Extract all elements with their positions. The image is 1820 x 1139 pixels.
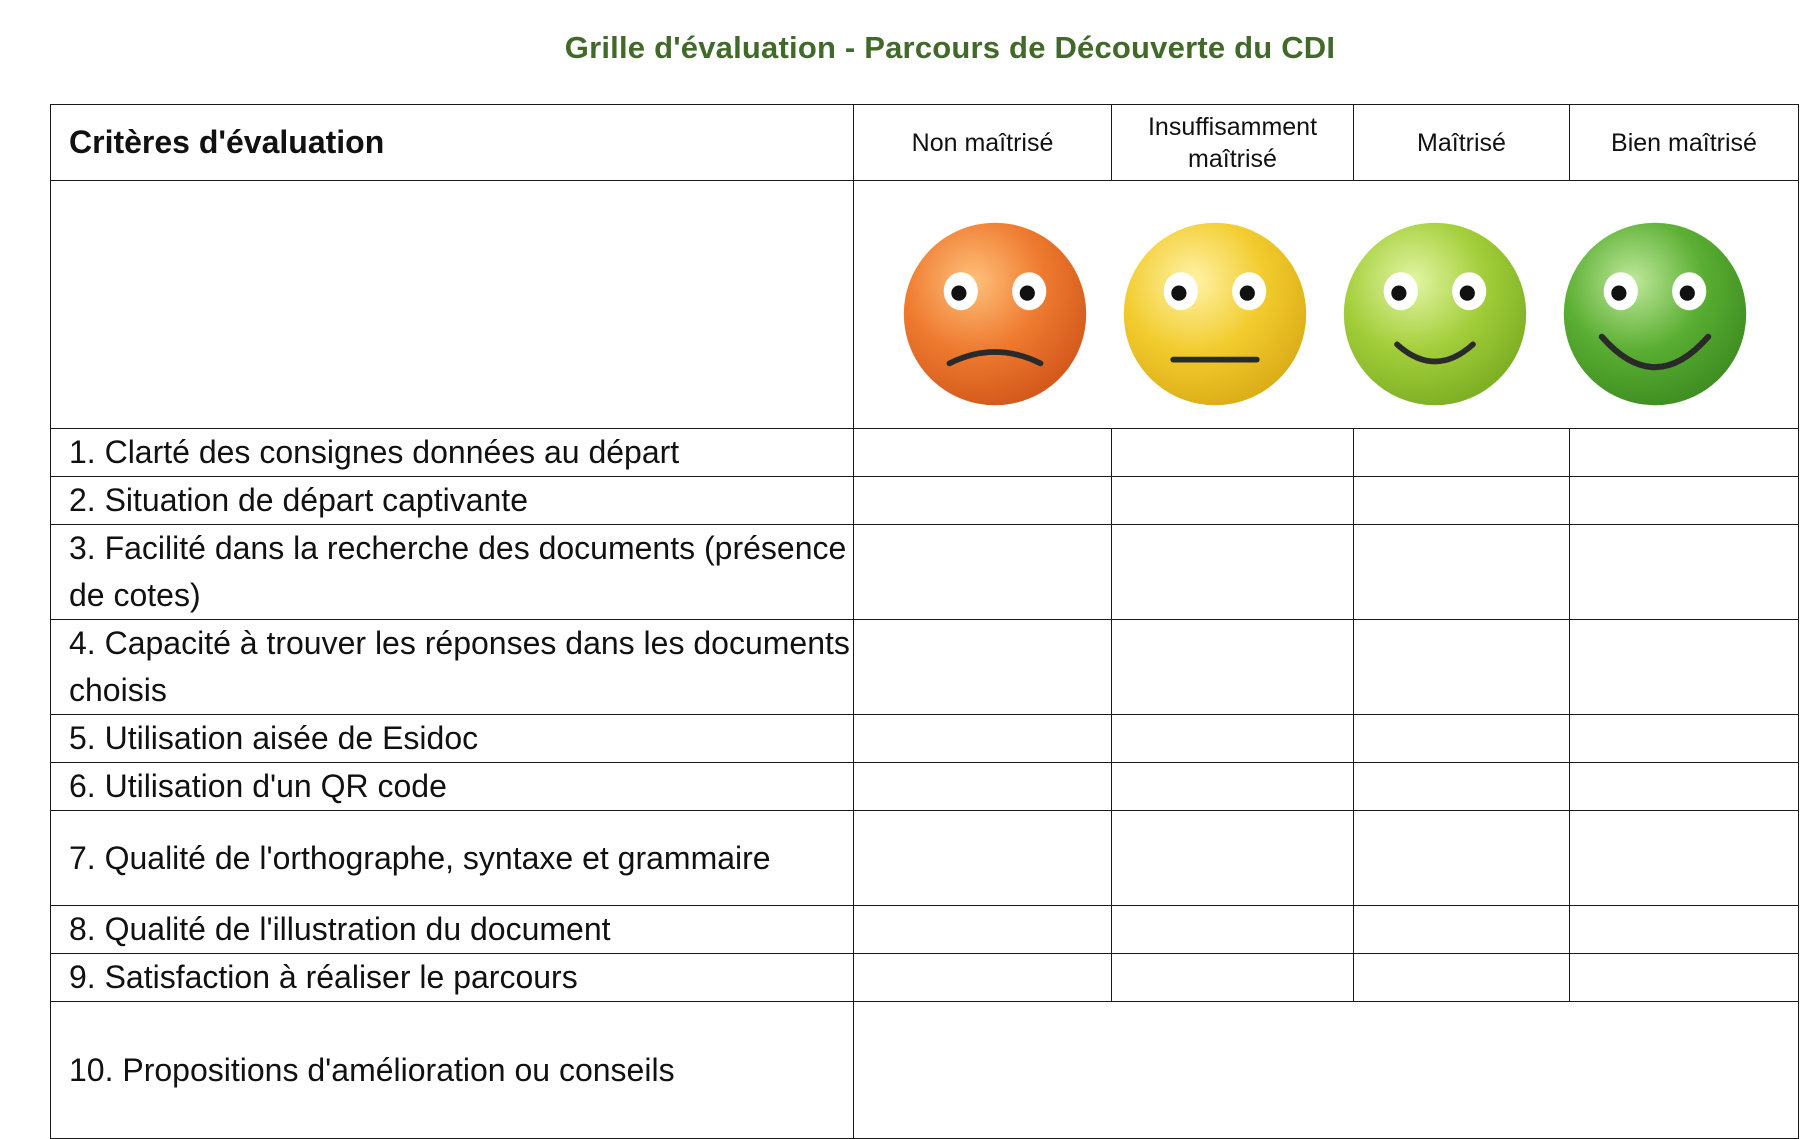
- rating-cell[interactable]: [854, 954, 1112, 1002]
- level-header-insuffisamment-maitrise: Insuffisamment maîtrisé: [1112, 105, 1354, 181]
- rating-cell[interactable]: [1570, 906, 1799, 954]
- table-row: [51, 477, 1799, 525]
- rating-cell[interactable]: [1354, 429, 1570, 477]
- faces-cell: [854, 181, 1799, 429]
- suggestions-label: 10. Propositions d'amélioration ou conseils: [51, 1002, 854, 1139]
- table-row: [51, 525, 1799, 620]
- neutral-face-icon: [1120, 219, 1310, 409]
- faces-row-empty-cell: [51, 181, 854, 429]
- rating-cell[interactable]: [1112, 429, 1354, 477]
- rating-cell[interactable]: [854, 620, 1112, 715]
- rating-cell[interactable]: [1354, 954, 1570, 1002]
- rating-cell[interactable]: [1354, 811, 1570, 906]
- rating-cell[interactable]: [854, 525, 1112, 620]
- criterion-label: 8. Qualité de l'illustration du document: [51, 906, 854, 954]
- rating-cell[interactable]: [1112, 715, 1354, 763]
- level-header-bien-maitrise: Bien maîtrisé: [1570, 105, 1799, 181]
- header-row: [51, 105, 1799, 181]
- criterion-label: 9. Satisfaction à réaliser le parcours: [51, 954, 854, 1002]
- rating-cell[interactable]: [1570, 429, 1799, 477]
- rating-cell[interactable]: [854, 477, 1112, 525]
- level-header-maitrise: Maîtrisé: [1354, 105, 1570, 181]
- table-row: [51, 429, 1799, 477]
- table-row: [51, 1002, 1799, 1139]
- page-title: Grille d'évaluation - Parcours de Découverte du CDI: [564, 30, 1336, 65]
- rating-cell[interactable]: [1112, 477, 1354, 525]
- table-row: [51, 906, 1799, 954]
- table-row: [51, 620, 1799, 715]
- slight-smile-face-icon: [1340, 219, 1530, 409]
- table-row: [51, 954, 1799, 1002]
- sad-face-icon: [900, 219, 1090, 409]
- criterion-label: 2. Situation de départ captivante: [51, 477, 854, 525]
- criterion-label: 4. Capacité à trouver les réponses dans les documents choisis: [51, 620, 854, 715]
- rating-cell[interactable]: [1570, 620, 1799, 715]
- faces-row: [51, 181, 1799, 429]
- rating-cell[interactable]: [854, 906, 1112, 954]
- rating-cell[interactable]: [1354, 525, 1570, 620]
- rating-cell[interactable]: [1112, 525, 1354, 620]
- table-row: [51, 715, 1799, 763]
- criterion-label: 7. Qualité de l'orthographe, syntaxe et grammaire: [51, 811, 854, 906]
- rating-cell[interactable]: [854, 429, 1112, 477]
- rating-cell[interactable]: [1570, 525, 1799, 620]
- table-row: [51, 811, 1799, 906]
- rating-cell[interactable]: [1354, 763, 1570, 811]
- rating-cell[interactable]: [1354, 715, 1570, 763]
- rating-cell[interactable]: [1354, 906, 1570, 954]
- criterion-label: 1. Clarté des consignes données au départ: [51, 429, 854, 477]
- rating-cell[interactable]: [1570, 954, 1799, 1002]
- evaluation-grid: [50, 104, 1799, 1139]
- rating-cell[interactable]: [1570, 477, 1799, 525]
- suggestions-answer-cell[interactable]: [854, 1002, 1799, 1139]
- criteria-header: Critères d'évaluation: [51, 105, 854, 181]
- rating-cell[interactable]: [1112, 906, 1354, 954]
- criterion-label: 6. Utilisation d'un QR code: [51, 763, 854, 811]
- rating-cell[interactable]: [1354, 620, 1570, 715]
- rating-cell[interactable]: [1570, 763, 1799, 811]
- rating-cell[interactable]: [854, 763, 1112, 811]
- big-smile-face-icon: [1560, 219, 1750, 409]
- rating-cell[interactable]: [854, 811, 1112, 906]
- rating-cell[interactable]: [1112, 620, 1354, 715]
- rating-cell[interactable]: [1354, 477, 1570, 525]
- table-row: [51, 763, 1799, 811]
- rating-cell[interactable]: [1570, 811, 1799, 906]
- level-header-non-maitrise: Non maîtrisé: [854, 105, 1112, 181]
- rating-cell[interactable]: [1112, 763, 1354, 811]
- criterion-label: 5. Utilisation aisée de Esidoc: [51, 715, 854, 763]
- rating-cell[interactable]: [854, 715, 1112, 763]
- rating-cell[interactable]: [1112, 811, 1354, 906]
- rating-cell[interactable]: [1112, 954, 1354, 1002]
- criterion-label: 3. Facilité dans la recherche des documents (présence de cotes): [51, 525, 854, 620]
- rating-cell[interactable]: [1570, 715, 1799, 763]
